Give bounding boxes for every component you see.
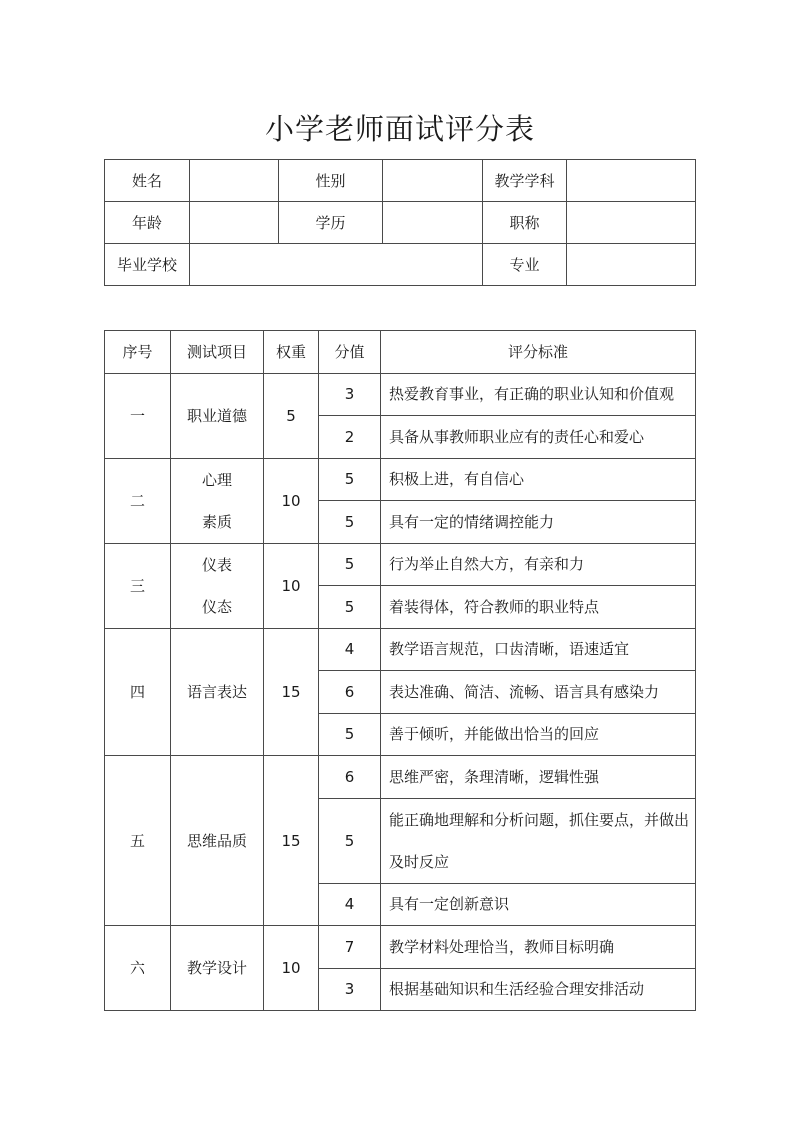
age-field[interactable] <box>190 202 279 244</box>
test-item-line: 仪态 <box>201 597 232 616</box>
criteria-text: 教学材料处理恰当，教师目标明确 <box>381 926 696 969</box>
major-field[interactable] <box>567 244 696 286</box>
header-row <box>105 331 696 374</box>
criteria-text: 热爱教育事业，有正确的职业认知和价值观 <box>381 373 696 416</box>
weight-value: 10 <box>264 543 319 628</box>
criteria-text: 着装得体，符合教师的职业特点 <box>381 586 696 629</box>
name-field[interactable] <box>190 160 279 202</box>
group-number: 三 <box>105 543 171 628</box>
score-value: 5 <box>319 501 381 544</box>
group-number: 五 <box>105 756 171 926</box>
education-label: 学历 <box>279 202 383 244</box>
header-item: 测试项目 <box>171 331 264 374</box>
score-value: 3 <box>319 373 381 416</box>
info-row <box>105 202 696 244</box>
weight-value: 15 <box>264 756 319 926</box>
criteria-text: 思维严密，条理清晰，逻辑性强 <box>381 756 696 799</box>
test-item: 语言表达 <box>171 628 264 756</box>
table-row <box>105 543 696 586</box>
criteria-text: 善于倾听，并能做出恰当的回应 <box>381 713 696 756</box>
group-number: 六 <box>105 926 171 1011</box>
test-item-line: 素质 <box>201 512 232 531</box>
score-value: 5 <box>319 543 381 586</box>
header-weight: 权重 <box>264 331 319 374</box>
group-number: 二 <box>105 458 171 543</box>
test-item: 教学设计 <box>171 926 264 1011</box>
score-value: 5 <box>319 458 381 501</box>
gender-field[interactable] <box>383 160 483 202</box>
test-item <box>171 543 264 628</box>
table-row <box>105 926 696 969</box>
subject-field[interactable] <box>567 160 696 202</box>
test-item <box>171 458 264 543</box>
criteria-text: 根据基础知识和生活经验合理安排活动 <box>381 968 696 1011</box>
criteria-text: 具备从事教师职业应有的责任心和爱心 <box>381 416 696 459</box>
criteria-text: 教学语言规范，口齿清晰，语速适宜 <box>381 628 696 671</box>
test-item: 思维品质 <box>171 756 264 926</box>
test-item-line: 仪表 <box>201 555 232 574</box>
score-value: 4 <box>319 883 381 926</box>
table-row <box>105 373 696 416</box>
header-criteria: 评分标准 <box>381 331 696 374</box>
group-number: 一 <box>105 373 171 458</box>
group-number: 四 <box>105 628 171 756</box>
weight-value: 10 <box>264 926 319 1011</box>
applicant-info-table <box>104 159 696 286</box>
job-title-field[interactable] <box>567 202 696 244</box>
table-row <box>105 458 696 501</box>
score-value: 6 <box>319 756 381 799</box>
name-label: 姓名 <box>105 160 190 202</box>
job-title-label: 职称 <box>483 202 567 244</box>
criteria-text: 表达准确、简洁、流畅、语言具有感染力 <box>381 671 696 714</box>
school-field[interactable] <box>190 244 483 286</box>
major-label: 专业 <box>483 244 567 286</box>
education-field[interactable] <box>383 202 483 244</box>
test-item: 职业道德 <box>171 373 264 458</box>
age-label: 年龄 <box>105 202 190 244</box>
test-item-line: 心理 <box>201 470 232 489</box>
score-value: 5 <box>319 798 381 883</box>
weight-value: 15 <box>264 628 319 756</box>
table-row <box>105 756 696 799</box>
scoring-table <box>104 330 696 1011</box>
score-value: 6 <box>319 671 381 714</box>
page-title: 小学老师面试评分表 <box>264 112 535 146</box>
subject-label: 教学学科 <box>483 160 567 202</box>
criteria-text: 行为举止自然大方，有亲和力 <box>381 543 696 586</box>
criteria-text: 积极上进，有自信心 <box>381 458 696 501</box>
score-value: 3 <box>319 968 381 1011</box>
criteria-text: 具有一定创新意识 <box>381 883 696 926</box>
school-label: 毕业学校 <box>105 244 190 286</box>
score-value: 5 <box>319 713 381 756</box>
criteria-text: 能正确地理解和分析问题，抓住要点，并做出及时反应 <box>381 798 696 883</box>
gender-label: 性别 <box>279 160 383 202</box>
score-value: 4 <box>319 628 381 671</box>
score-value: 5 <box>319 586 381 629</box>
header-score: 分值 <box>319 331 381 374</box>
weight-value: 5 <box>264 373 319 458</box>
score-value: 7 <box>319 926 381 969</box>
score-value: 2 <box>319 416 381 459</box>
info-row <box>105 244 696 286</box>
info-row <box>105 160 696 202</box>
weight-value: 10 <box>264 458 319 543</box>
criteria-text: 具有一定的情绪调控能力 <box>381 501 696 544</box>
table-row <box>105 628 696 671</box>
header-no: 序号 <box>105 331 171 374</box>
